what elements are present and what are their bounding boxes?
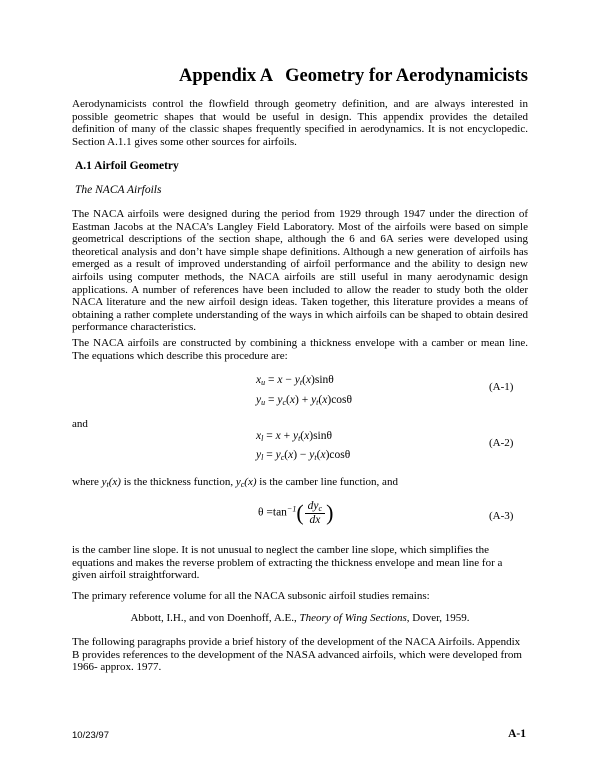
page-number: A-1 [508, 728, 526, 740]
and-label: and [72, 418, 88, 430]
where-camber-text: is the camber line function, and [259, 476, 398, 488]
equation-xl: $x_l = x + y_t(x)\sin\theta$ [256, 430, 333, 443]
equation-theta: $\theta =\tan^{-1}$( $\frac{dy_c}{dx}$ ) [258, 500, 334, 526]
history-paragraph: The NACA airfoils were designed during the period from 1929 through 1947 under the direction of Eastman Jacobs at the NACA’s Langley Field Laboratory. Most of the airfoils were based on simple geometrical descriptions of the section shape, although the 6 and 6A series were developed using theoretical analysis and don’t have simple shape definitions. Although a new generation of airfoils has emerged as a result of improved understanding of airfoil performance and the ability to design new airfoils using computer methods, the NACA airfoils are still useful in many aerodynamic design applications. A number of references have been included to allow the reader to study both the older NACA literature and the new airfoil design ideas. Taken together, this literature provides a means of obtaining a rather complete understanding of the ways in which airfoils can be shaped to obtain desired performance characteristics. [72, 208, 528, 334]
intro-paragraph: Aerodynamicists control the flowfield through geometry definition, and are always interested in possible geometric shapes that would be useful in design. This appendix provides the detailed definition of many of the classic shapes frequently specified in aerodynamics. It is not encyclopedic. Section A.1.1 gives some other sources for airfoils. [72, 98, 528, 148]
equation-number-a1: (A-1) [489, 381, 514, 393]
where-word: where [72, 476, 99, 488]
history-intro-paragraph: The following paragraphs provide a brief history of the development of the NACA Airfoils. Appendix B provides references to the development of the NASA advanced airfoils, which were developed from 1966- approx. 1977. [72, 636, 522, 674]
equation-number-a2: (A-2) [489, 437, 514, 449]
equation-xu: $x_u = x - y_t(x)\sin\theta$ [256, 374, 334, 387]
reference-citation [0, 612, 600, 624]
section-heading: A.1 Airfoil Geometry [75, 160, 179, 172]
equation-yl: $y_l = y_c(x) - y_t(x)\cos\theta$ [256, 449, 351, 462]
equation-yu: $y_u = y_c(x) + y_t(x)\cos\theta$ [256, 394, 353, 407]
reference-intro-paragraph: The primary reference volume for all the NACA subsonic airfoil studies remains: [72, 590, 430, 602]
appendix-title: Geometry for Aerodynamicists [285, 66, 528, 86]
reference-publisher: , Dover, 1959. [406, 612, 470, 624]
reference-book-title: Theory of Wing Sections [299, 612, 407, 624]
where-line: where $y_t(x)$ is the thickness function, $y_c(x)$ is the camber line function, and [72, 476, 398, 489]
camber-slope-paragraph: is the camber line slope. It is not unusual to neglect the camber line slope, which simplifies the equations and makes the reverse problem of extracting the thickness envelope and mean line for a given airfoil straightforward. [72, 544, 503, 582]
reference-authors: Abbott, I.H., and von Doenhoff, A.E., [130, 612, 297, 624]
construction-paragraph: The NACA airfoils are constructed by combining a thickness envelope with a camber or mean line. The equations which describe this procedure are: [72, 337, 528, 362]
equation-number-a3: (A-3) [489, 510, 514, 522]
where-thickness-text: is the thickness function, [123, 476, 234, 488]
appendix-label: Appendix A [179, 66, 274, 86]
page-title [179, 66, 528, 87]
subsection-heading: The NACA Airfoils [75, 184, 162, 196]
footer-date: 10/23/97 [72, 730, 109, 741]
